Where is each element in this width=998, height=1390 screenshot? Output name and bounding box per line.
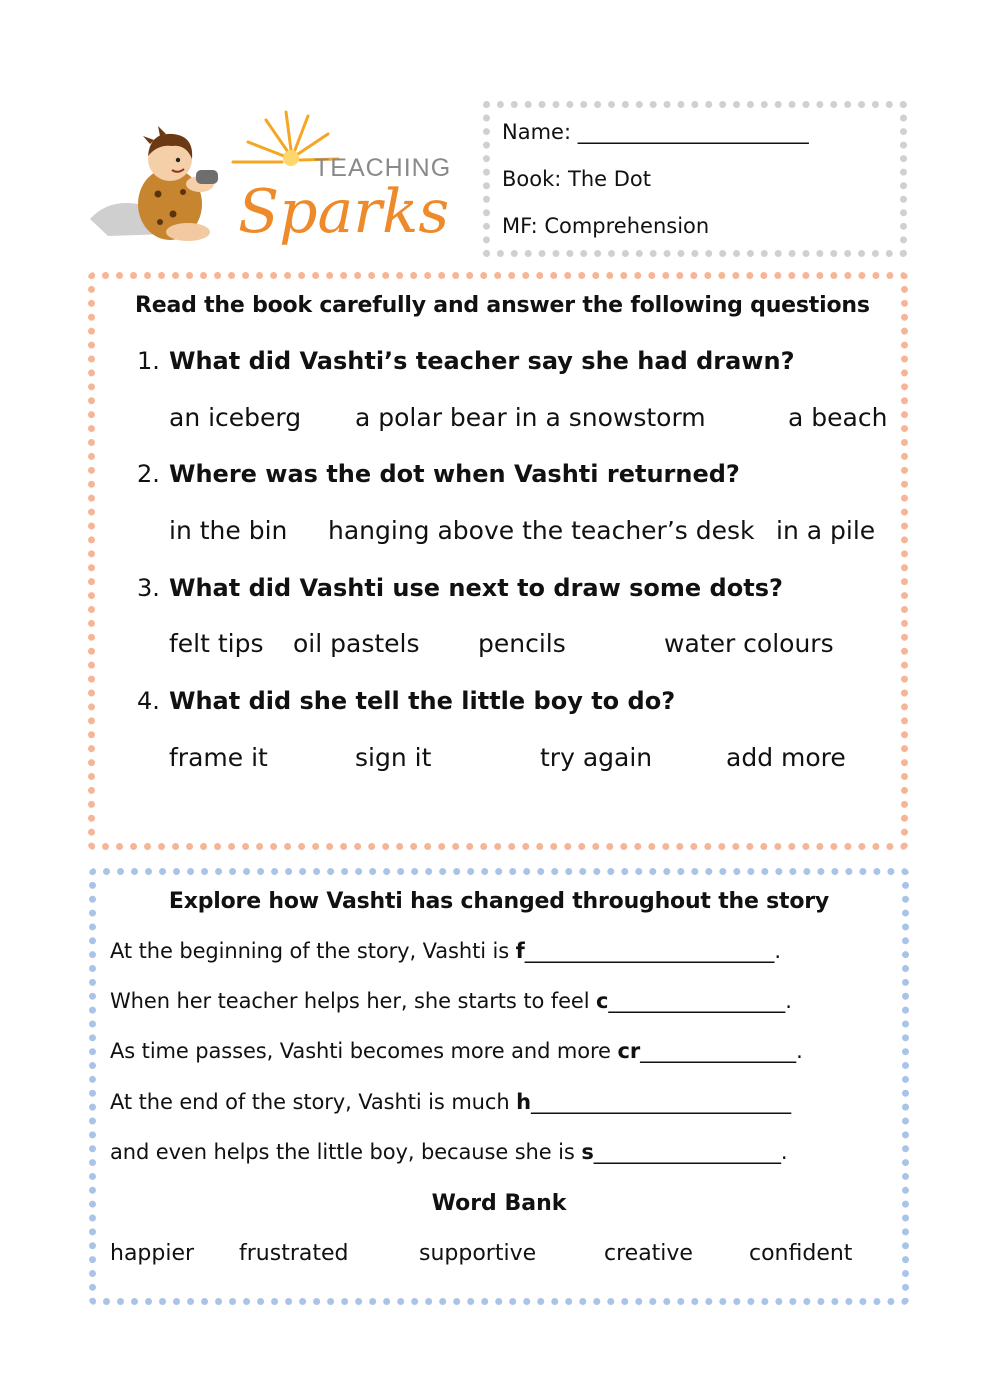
- answer-option[interactable]: water colours: [664, 629, 834, 658]
- answer-option[interactable]: sign it: [355, 743, 432, 772]
- comprehension-questions-panel: [88, 272, 908, 850]
- answer-option[interactable]: felt tips: [169, 629, 264, 658]
- word-bank-item: happier: [110, 1241, 195, 1266]
- question-number: 4.: [137, 687, 160, 715]
- letter-hint: f: [515, 939, 525, 963]
- question-text: Where was the dot when Vashti returned?: [169, 460, 740, 488]
- mf-label: MF: Comprehension: [502, 214, 710, 238]
- fill-in-sentence-4[interactable]: [110, 1090, 791, 1114]
- explore-heading: Explore how Vashti has changed throughout the story: [168, 889, 830, 914]
- answer-option[interactable]: in the bin: [169, 516, 288, 545]
- question-2: [137, 460, 740, 488]
- word-bank-item: creative: [604, 1241, 693, 1266]
- answer-option[interactable]: hanging above the teacher’s desk: [328, 516, 755, 545]
- questions-heading: Read the book carefully and answer the following questions: [135, 293, 870, 318]
- sentence-text: When her teacher helps her, she starts to feel: [110, 989, 597, 1013]
- question-text: What did Vashti use next to draw some dots?: [169, 574, 783, 602]
- question-4: [137, 687, 675, 715]
- question-number: 3.: [137, 574, 160, 602]
- question-3: [137, 574, 783, 602]
- sentence-text: At the end of the story, Vashti is much: [110, 1090, 517, 1114]
- letter-hint: cr: [617, 1039, 641, 1063]
- answer-blank[interactable]: _______________.: [640, 1039, 803, 1063]
- letter-hint: c: [596, 989, 609, 1013]
- answer-option[interactable]: pencils: [478, 629, 566, 658]
- word-bank-item: frustrated: [239, 1241, 349, 1266]
- student-info-box: [483, 101, 907, 257]
- fill-in-sentence-5[interactable]: [110, 1140, 788, 1164]
- letter-hint: h: [516, 1090, 531, 1114]
- teaching-sparks-logo: [88, 104, 464, 254]
- answer-option[interactable]: frame it: [169, 743, 268, 772]
- question-1: [137, 347, 795, 375]
- letter-hint: s: [581, 1140, 594, 1164]
- answer-option[interactable]: in a pile: [776, 516, 876, 545]
- sentence-text: As time passes, Vashti becomes more and more: [110, 1039, 618, 1063]
- fill-in-sentence-1[interactable]: [110, 939, 781, 963]
- word-bank-item: supportive: [419, 1241, 537, 1266]
- fill-in-sentence-3[interactable]: [110, 1039, 803, 1063]
- answer-blank[interactable]: __________________.: [593, 1140, 788, 1164]
- answer-blank[interactable]: _________________________: [530, 1090, 791, 1114]
- question-text: What did Vashti’s teacher say she had drawn?: [169, 347, 795, 375]
- answer-option[interactable]: oil pastels: [293, 629, 420, 658]
- sentence-text: At the beginning of the story, Vashti is: [110, 939, 516, 963]
- svg-text:TEACHING: TEACHING: [314, 154, 452, 182]
- answer-blank[interactable]: ________________________.: [524, 939, 781, 963]
- answer-option[interactable]: a beach: [788, 403, 888, 432]
- book-label: Book: The Dot: [502, 167, 651, 191]
- question-number: 1.: [137, 347, 160, 375]
- question-number: 2.: [137, 460, 160, 488]
- svg-text:Sparks: Sparks: [238, 177, 450, 247]
- word-bank-title: Word Bank: [431, 1191, 567, 1216]
- answer-option[interactable]: add more: [726, 743, 846, 772]
- character-change-panel: [89, 868, 909, 1305]
- answer-option[interactable]: an iceberg: [169, 403, 302, 432]
- answer-option[interactable]: try again: [540, 743, 653, 772]
- name-field[interactable]: Name: ______________________: [502, 120, 809, 144]
- answer-blank[interactable]: _________________.: [608, 989, 792, 1013]
- word-bank-item: confident: [749, 1241, 853, 1266]
- sentence-text: and even helps the little boy, because she is: [110, 1140, 582, 1164]
- fill-in-sentence-2[interactable]: [110, 989, 792, 1013]
- question-text: What did she tell the little boy to do?: [169, 687, 676, 715]
- caveman-mascot-icon: [88, 104, 464, 254]
- answer-option[interactable]: a polar bear in a snowstorm: [355, 403, 706, 432]
